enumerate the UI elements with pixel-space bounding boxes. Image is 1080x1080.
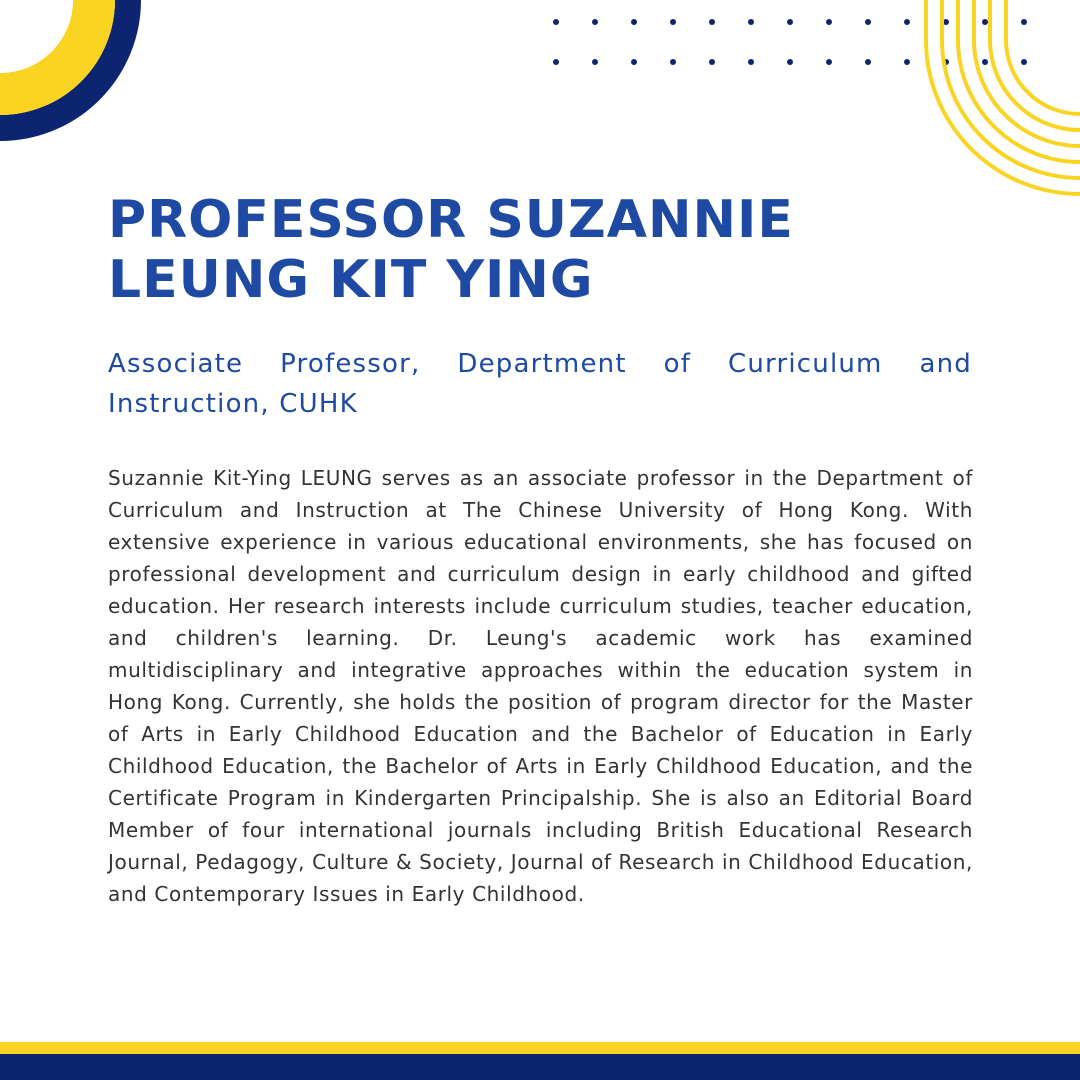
concentric-arcs-decoration [920, 0, 1080, 200]
bottom-navy-stripe [0, 1054, 1080, 1080]
profile-role: Associate Professor, Department of Curriculum and Instruction, CUHK [108, 349, 972, 419]
bottom-yellow-stripe [0, 1042, 1080, 1054]
profile-name: PROFESSOR SUZANNIE LEUNG KIT YING [108, 190, 794, 310]
corner-arc-decoration [0, 0, 160, 160]
profile-bio: Suzannie Kit-Ying LEUNG serves as an associate professor in the Department of Curriculum and Instruction at The Chinese University of Hong Kong. With extensive experience in various educational environments, she has focused on professional development and curriculum design in early childhood and gifted education. Her research interests include curriculum studies, teacher education, and children's learning. Dr. Leung's academic work has examined multidisciplinary and integrative approaches within the education system in Hong Kong. Currently, she holds the position of program director for the Master of Arts in Early Childhood Education and the Bachelor of Education in Early Childhood Education, the Bachelor of Arts in Early Childhood Education, and the Certificate Program in Kindergarten Principalship. She is also an Editorial Board Member of four international journals including British Educational Research Journal, Pedagogy, Culture & Society, Journal of Research in Childhood Education, and Contemporary Issues in Early Childhood. [108, 466, 973, 906]
